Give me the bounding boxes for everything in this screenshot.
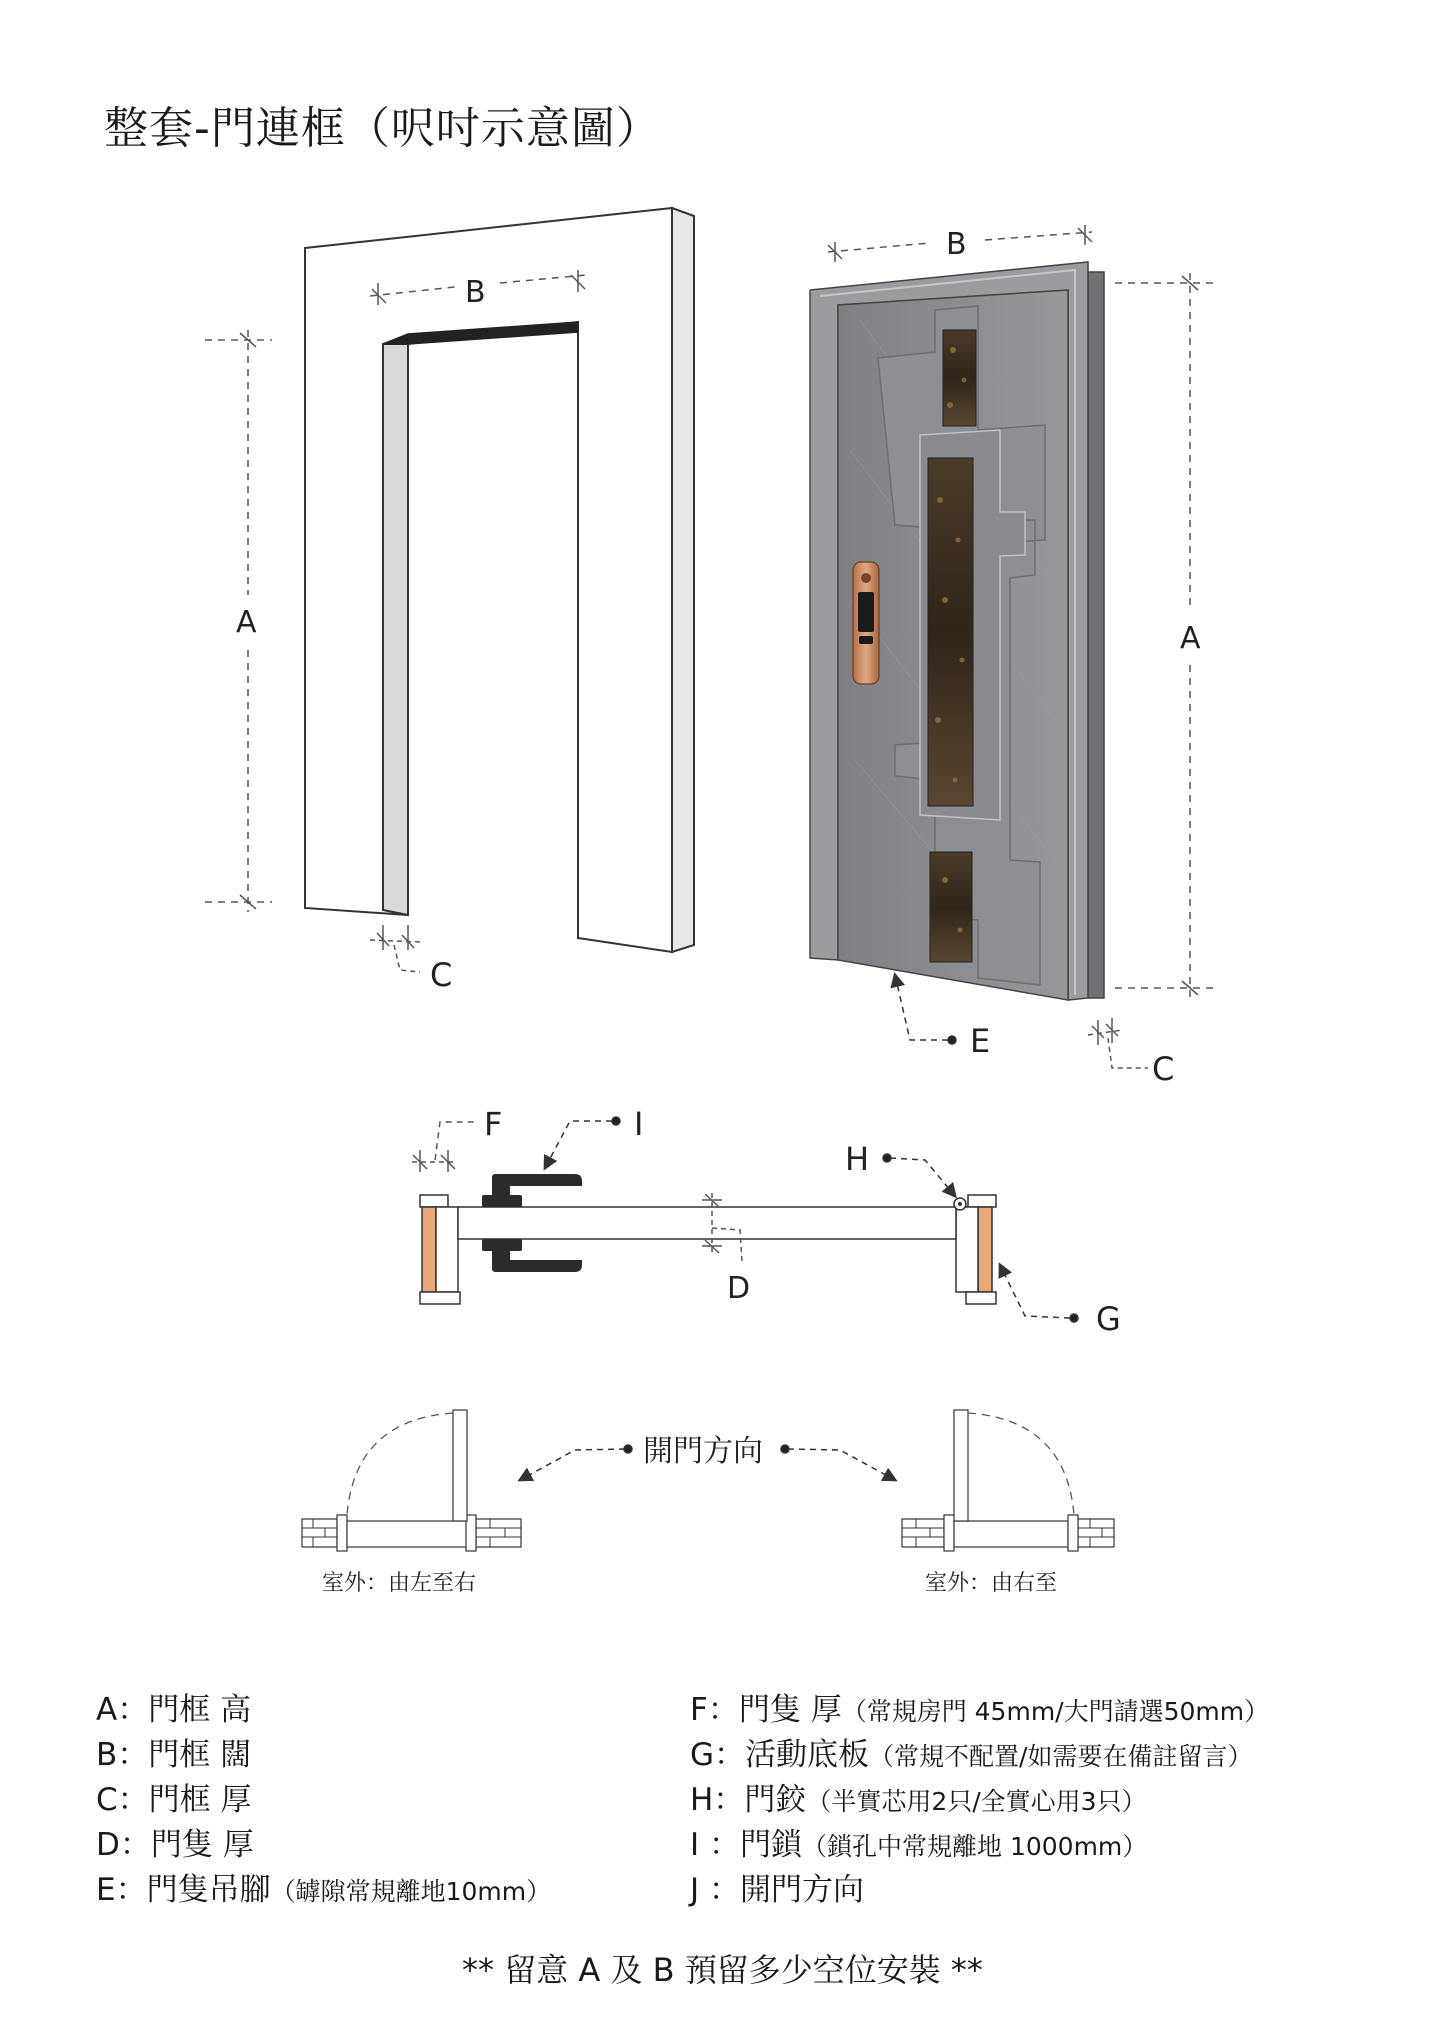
label-d: D [727,1271,751,1306]
door-with-frame-illustration [810,262,1104,1000]
label-i: I [634,1105,644,1143]
pointer-e [895,975,956,1044]
label-b-left: B [465,275,486,310]
installation-notice: ** 留意 A 及 B 預留多少空位安裝 ** [462,1951,983,1989]
label-a-left: A [236,605,257,640]
legend-right [690,1688,1269,1913]
legend-item-g: G：活動底板（常規不配置/如需要在備註留言） [690,1737,1253,1773]
label-g: G [1096,1300,1121,1338]
legend-item-e: E：門隻吊腳（罅隙常規離地10mm） [96,1872,552,1908]
dimension-f [412,1122,475,1172]
label-b-right: B [946,227,967,262]
pointer-i [545,1117,620,1168]
smart-lock-icon [853,562,879,684]
legend-item-h: H：門鉸（半實芯用2只/全實心用3只） [690,1782,1147,1818]
legend-item-f: F：門隻 厚（常規房門 45mm/大門請選50mm） [690,1692,1270,1728]
door-frame-illustration [305,208,694,952]
label-f: F [484,1105,503,1143]
swing-diagram-right [902,1410,1114,1551]
door-section-plan [420,1174,996,1304]
label-c-left: C [430,956,453,994]
swing-diagram-left [302,1410,521,1551]
page-title: 整套-門連框（呎吋示意圖） [104,103,661,154]
label-h: H [845,1140,870,1178]
label-a-right: A [1180,621,1201,656]
swing-direction-label: 開門方向 [643,1434,763,1469]
legend-item-a: A：門框 高 [96,1692,252,1728]
swing-right-caption: 室外：由右至 [925,1571,1058,1596]
legend-item-c: C：門框 厚 [96,1782,252,1818]
pointer-h [883,1154,955,1196]
swing-left-caption: 室外：由左至右 [322,1571,477,1596]
label-e: E [970,1022,991,1060]
dimension-c-right [1088,1018,1148,1068]
legend-item-i: I ：門鎖（鎖孔中常規離地 1000mm） [690,1827,1148,1863]
legend-item-d: D：門隻 厚 [96,1827,254,1863]
legend-item-b: B：門框 闊 [96,1737,252,1773]
legend-left [96,1688,551,1913]
label-c-right: C [1152,1050,1175,1088]
dimension-c-left [370,925,420,972]
legend-item-j: J ：開門方向 [690,1872,864,1908]
pointer-g [1000,1265,1078,1322]
